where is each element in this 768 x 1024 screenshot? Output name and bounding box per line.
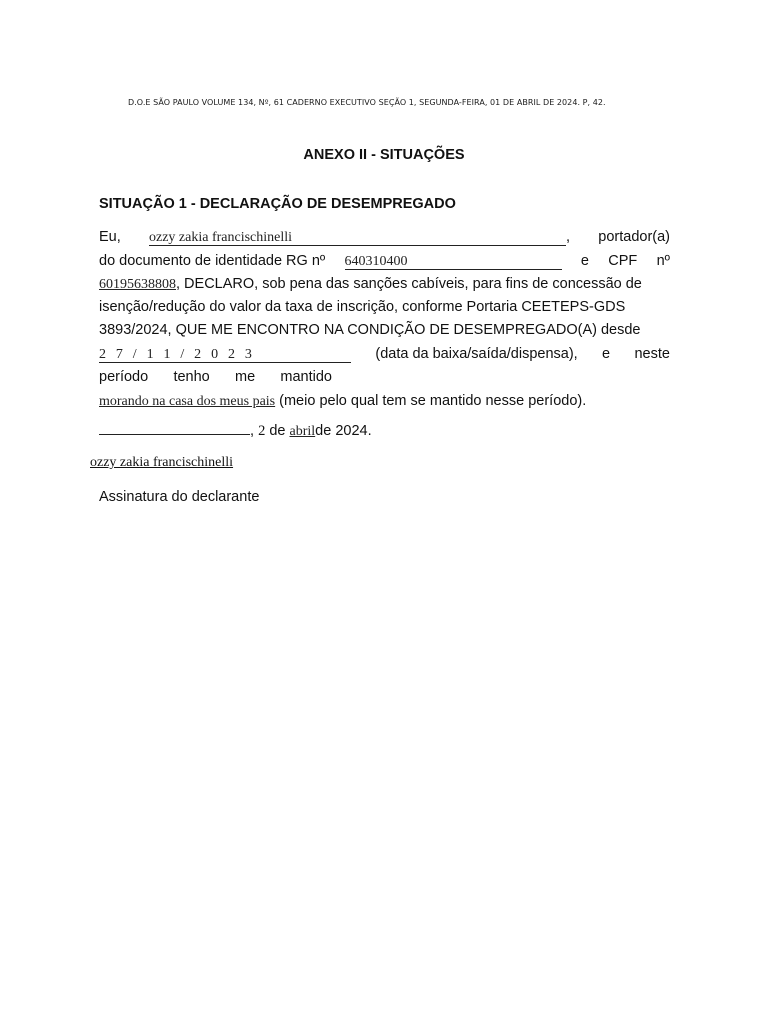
cpf-label: CPF <box>608 253 638 269</box>
rg-label: do documento de identidade RG nº <box>99 253 326 269</box>
word-tenho: tenho <box>173 369 210 385</box>
neste-word: neste <box>634 346 670 362</box>
declaration-line-4: isenção/redução do valor da taxa de inscrição, conforme Portaria CEETEPS-GDS <box>99 299 626 315</box>
declaration-line-8 <box>99 393 670 413</box>
declaro-text: , DECLARO, sob pena das sanções cabíveis, para fins de concessão de <box>176 276 642 292</box>
unemployment-date-field: 2 7 / 1 1 / 2 0 2 3 <box>99 347 351 363</box>
cpf-field: 60195638808 <box>99 277 176 292</box>
place-comma: , <box>250 423 255 439</box>
date-description: (data da baixa/saída/dispensa), <box>375 346 578 362</box>
declaration-line-6 <box>99 346 670 366</box>
publication-header: D.O.E SÃO PAULO VOLUME 134, Nº, 61 CADERNO EXECUTIVO SEÇÃO 1, SEGUNDA-FEIRA, 01 DE ABRIL DE 2024. P, 42. <box>128 98 606 107</box>
means-of-support-field: morando na casa dos meus pais <box>99 394 276 409</box>
day-field: 2 <box>258 423 266 439</box>
situation-title: SITUAÇÃO 1 - DECLARAÇÃO DE DESEMPREGADO <box>99 196 456 212</box>
eu-label: Eu, <box>99 229 121 245</box>
annex-title: ANEXO II - SITUAÇÕES <box>303 147 465 163</box>
declaration-line-7 <box>99 369 332 389</box>
e-label: e <box>580 253 589 269</box>
year-text: de 2024. <box>315 423 372 439</box>
place-blank-field <box>99 420 250 435</box>
signature-label: Assinatura do declarante <box>99 489 260 505</box>
name-comma: , <box>566 229 571 245</box>
declaration-line-2 <box>99 253 670 273</box>
means-description: (meio pelo qual tem se mantido nesse período). <box>275 393 587 409</box>
word-periodo: período <box>99 369 149 385</box>
declarant-name-field: ozzy zakia francischinelli <box>149 230 566 246</box>
cpf-no-label: nº <box>656 253 670 269</box>
word-me: me <box>234 369 256 385</box>
month-field: abril <box>289 424 316 439</box>
declaration-line-3 <box>99 276 670 296</box>
e-conjunction: e <box>602 346 611 362</box>
portador-label: portador(a) <box>598 229 670 245</box>
rg-field: 640310400 <box>345 254 562 270</box>
declaration-line-5: 3893/2024, QUE ME ENCONTRO NA CONDIÇÃO DE DESEMPREGADO(A) desde <box>99 322 641 338</box>
signature-name: ozzy zakia francischinelli <box>90 455 234 470</box>
declaration-line-1 <box>99 229 670 249</box>
word-mantido: mantido <box>280 369 332 385</box>
place-date-line <box>99 420 670 440</box>
de-word: de <box>269 423 286 439</box>
